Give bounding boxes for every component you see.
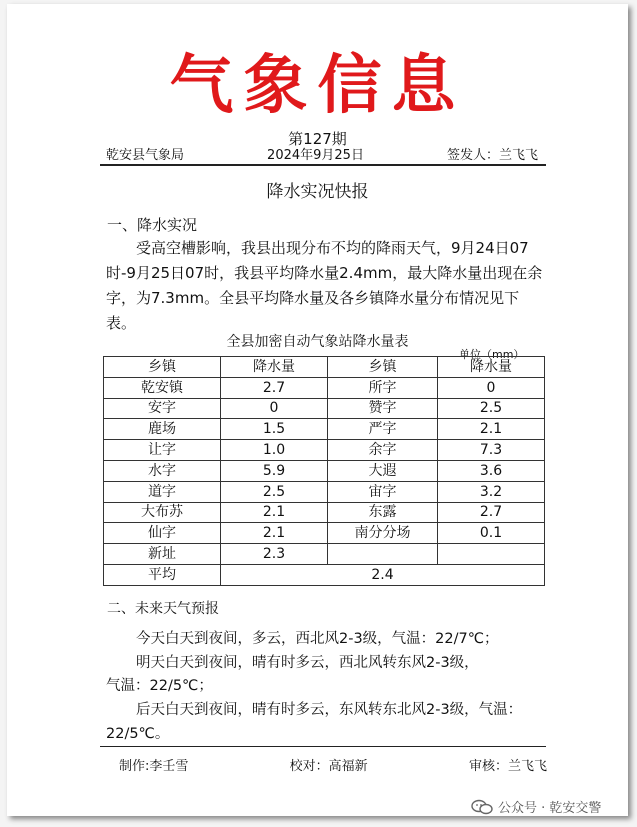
forecast-tomorrow: 明天白天到夜间，晴有时多云，西北风转东风2-3级， (136, 655, 479, 671)
table-cell: 2.5 (221, 481, 328, 502)
table-cell: 1.0 (221, 440, 328, 461)
issue-number: 第127期 (288, 130, 347, 148)
table-cell: 所字 (328, 377, 438, 398)
table-cell: 2.1 (438, 419, 545, 440)
table-cell: 0.1 (438, 523, 545, 544)
issue-date: 2024年9月25日 (267, 148, 364, 163)
author: 制作:李壬雪 (119, 759, 189, 774)
table-cell: 东露 (328, 502, 438, 523)
table-cell: 宙字 (328, 481, 438, 502)
table-cell: 让字 (104, 440, 221, 461)
table-cell: 5.9 (221, 460, 328, 481)
table-cell: 2.5 (438, 398, 545, 419)
forecast-today: 今天白天到夜间，多云，西北风2-3级，气温：22/7℃； (136, 631, 499, 647)
table-row (104, 398, 545, 419)
table-cell: 鹿场 (104, 419, 221, 440)
table-cell: 乾安镇 (104, 377, 221, 398)
table-cell: 安字 (104, 398, 221, 419)
table-cell: 2.1 (221, 502, 328, 523)
table-cell (328, 544, 438, 565)
header-row (106, 144, 538, 163)
table-cell: 大布苏 (104, 502, 221, 523)
table-cell: 7.3 (438, 440, 545, 461)
footer-signatures (119, 755, 547, 774)
table-cell: 3.6 (438, 460, 545, 481)
table-cell: 1.5 (221, 419, 328, 440)
section1-paragraph: 受高空槽影响，我县出现分布不均的降雨天气，9月24日07时-9月25日07时，我县平均降水量2.4mm，最大降水量出现在余字，为7.3mm。全县平均降水量及各乡镇降水量分布情况见下表。 (106, 239, 543, 332)
section2-heading: 二、未来天气预报 (107, 601, 219, 617)
header-cell: 乡镇 (328, 357, 438, 378)
reviewer: 审核：兰飞飞 (468, 759, 547, 774)
table-row (104, 481, 545, 502)
table-cell: 严字 (328, 419, 438, 440)
issuer: 乾安县气象局 (106, 148, 185, 163)
footer-divider (100, 746, 546, 747)
document-page (7, 4, 628, 816)
header-cell: 降水量 (221, 357, 328, 378)
table-row (104, 377, 545, 398)
table-cell: 2.3 (221, 544, 328, 565)
table-row (104, 523, 545, 544)
table-cell: 水字 (104, 460, 221, 481)
table-cell: 仙字 (104, 523, 221, 544)
table-cell (438, 544, 545, 565)
table-cell: 道字 (104, 481, 221, 502)
table-cell: 0 (221, 398, 328, 419)
table-row (104, 502, 545, 523)
wechat-icon (471, 799, 493, 815)
table-unit: 单位（mm） (459, 348, 525, 361)
table-cell: 新址 (104, 544, 221, 565)
table-cell: 2.1 (221, 523, 328, 544)
header-cell: 乡镇 (104, 357, 221, 378)
table-cell: 2.7 (221, 377, 328, 398)
table-average-row (104, 564, 545, 585)
average-value: 2.4 (221, 564, 545, 585)
checker: 校对：高福新 (289, 759, 368, 774)
watermark-text: 公众号 · 乾安交警 (498, 801, 602, 816)
table-row (104, 544, 545, 565)
watermark (471, 797, 601, 816)
table-cell: 3.2 (438, 481, 545, 502)
table-cell: 余字 (328, 440, 438, 461)
table-row (104, 460, 545, 481)
average-label: 平均 (104, 564, 221, 585)
header-cell: 降水量 (438, 357, 545, 378)
table-cell: 南分分场 (328, 523, 438, 544)
table-row (104, 440, 545, 461)
report-title: 降水实况快报 (266, 182, 369, 202)
header-divider (100, 164, 546, 166)
table-cell: 0 (438, 377, 545, 398)
table-row (104, 419, 545, 440)
table-cell: 赞字 (328, 398, 438, 419)
table-cell: 2.7 (438, 502, 545, 523)
forecast-day-after: 后天白天到夜间，晴有时多云，东风转东北风2-3级，气温：22/5℃。 (106, 702, 523, 742)
rainfall-table (103, 356, 545, 586)
table-caption: 全县加密自动气象站降水量表 (226, 334, 409, 350)
signer: 签发人：兰飞飞 (446, 148, 538, 163)
bulletin-title: 气象信息 (169, 49, 466, 123)
table-header-row (104, 357, 545, 378)
forecast-tomorrow-temp: 气温：22/5℃； (106, 678, 213, 694)
section1-heading: 一、降水实况 (107, 216, 198, 234)
table-cell: 大遐 (328, 460, 438, 481)
